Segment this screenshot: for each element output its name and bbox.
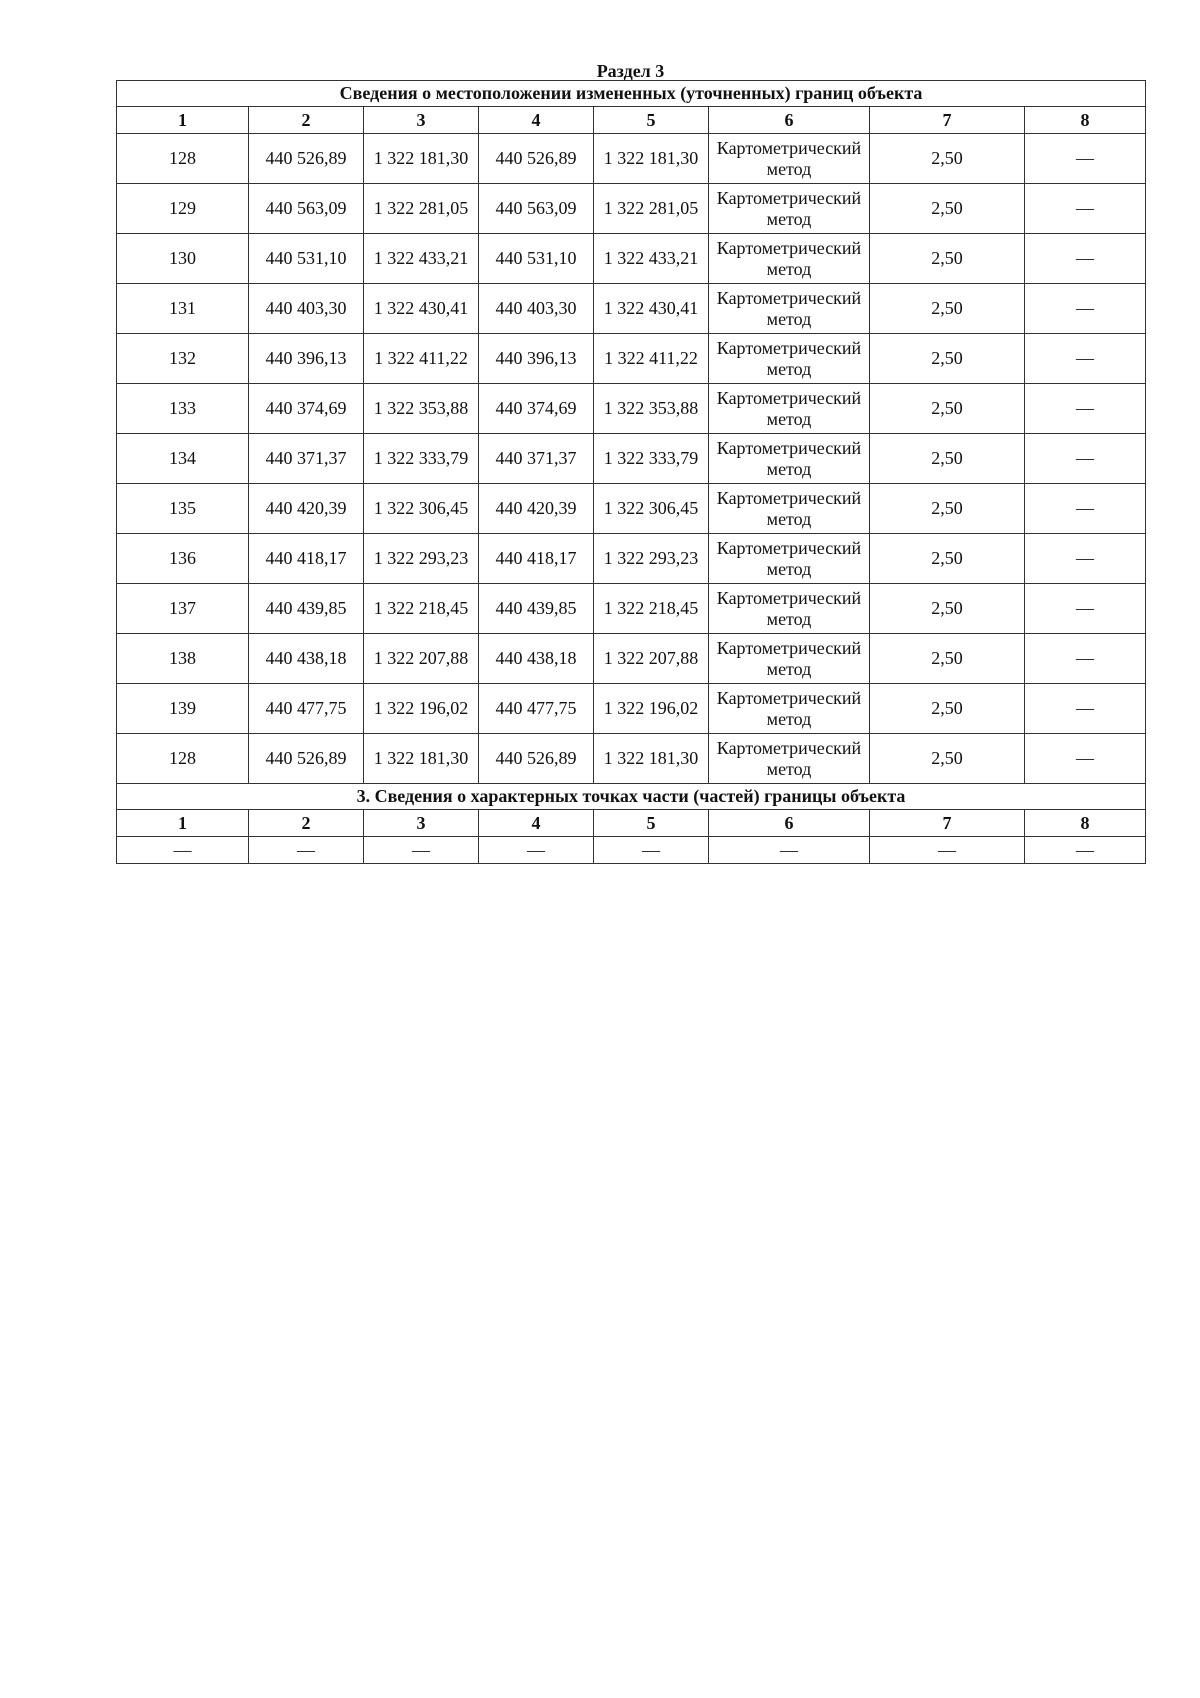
empty-cell: —	[479, 837, 594, 864]
note-cell: —	[1025, 484, 1146, 534]
table2-column-number: 3	[364, 810, 479, 837]
point-number-cell: 128	[117, 134, 249, 184]
y-existing-cell: 1 322 293,23	[364, 534, 479, 584]
table2-column-number: 5	[594, 810, 709, 837]
accuracy-cell: 2,50	[870, 734, 1025, 784]
y-new-cell: 1 322 411,22	[594, 334, 709, 384]
note-cell: —	[1025, 184, 1146, 234]
table1-column-number: 4	[479, 107, 594, 134]
y-existing-cell: 1 322 181,30	[364, 134, 479, 184]
empty-cell: —	[1025, 837, 1146, 864]
x-new-cell: 440 420,39	[479, 484, 594, 534]
table1-caption: Сведения о местоположении измененных (уточненных) границ объекта	[117, 81, 1146, 107]
note-cell: —	[1025, 384, 1146, 434]
x-new-cell: 440 526,89	[479, 134, 594, 184]
y-new-cell: 1 322 306,45	[594, 484, 709, 534]
accuracy-cell: 2,50	[870, 484, 1025, 534]
point-number-cell: 139	[117, 684, 249, 734]
x-new-cell: 440 371,37	[479, 434, 594, 484]
x-new-cell: 440 374,69	[479, 384, 594, 434]
table2-column-number: 8	[1025, 810, 1146, 837]
method-cell: Картометрический метод	[709, 434, 870, 484]
note-cell: —	[1025, 734, 1146, 784]
accuracy-cell: 2,50	[870, 284, 1025, 334]
y-existing-cell: 1 322 207,88	[364, 634, 479, 684]
x-new-cell: 440 396,13	[479, 334, 594, 384]
accuracy-cell: 2,50	[870, 234, 1025, 284]
table2-column-number: 4	[479, 810, 594, 837]
point-number-cell: 138	[117, 634, 249, 684]
note-cell: —	[1025, 584, 1146, 634]
table-row	[117, 284, 1146, 334]
accuracy-cell: 2,50	[870, 384, 1025, 434]
table1-column-number: 8	[1025, 107, 1146, 134]
y-existing-cell: 1 322 411,22	[364, 334, 479, 384]
x-existing-cell: 440 439,85	[249, 584, 364, 634]
accuracy-cell: 2,50	[870, 184, 1025, 234]
table1-column-number: 2	[249, 107, 364, 134]
table2-column-numbers	[117, 810, 1146, 837]
empty-cell: —	[364, 837, 479, 864]
point-number-cell: 135	[117, 484, 249, 534]
method-cell: Картометрический метод	[709, 134, 870, 184]
note-cell: —	[1025, 134, 1146, 184]
table1-column-number: 1	[117, 107, 249, 134]
y-existing-cell: 1 322 181,30	[364, 734, 479, 784]
x-existing-cell: 440 403,30	[249, 284, 364, 334]
y-existing-cell: 1 322 196,02	[364, 684, 479, 734]
x-existing-cell: 440 396,13	[249, 334, 364, 384]
accuracy-cell: 2,50	[870, 334, 1025, 384]
table2-column-number: 1	[117, 810, 249, 837]
table2-caption: 3. Сведения о характерных точках части (частей) границы объекта	[117, 784, 1146, 810]
y-new-cell: 1 322 333,79	[594, 434, 709, 484]
table-row	[117, 234, 1146, 284]
method-cell: Картометрический метод	[709, 384, 870, 434]
accuracy-cell: 2,50	[870, 534, 1025, 584]
x-existing-cell: 440 438,18	[249, 634, 364, 684]
y-existing-cell: 1 322 333,79	[364, 434, 479, 484]
x-existing-cell: 440 374,69	[249, 384, 364, 434]
y-new-cell: 1 322 430,41	[594, 284, 709, 334]
y-existing-cell: 1 322 353,88	[364, 384, 479, 434]
x-new-cell: 440 438,18	[479, 634, 594, 684]
y-new-cell: 1 322 181,30	[594, 734, 709, 784]
table2-caption-row	[117, 784, 1146, 810]
x-new-cell: 440 563,09	[479, 184, 594, 234]
accuracy-cell: 2,50	[870, 134, 1025, 184]
x-new-cell: 440 439,85	[479, 584, 594, 634]
point-number-cell: 132	[117, 334, 249, 384]
point-number-cell: 136	[117, 534, 249, 584]
y-existing-cell: 1 322 218,45	[364, 584, 479, 634]
x-new-cell: 440 477,75	[479, 684, 594, 734]
note-cell: —	[1025, 684, 1146, 734]
y-new-cell: 1 322 218,45	[594, 584, 709, 634]
x-new-cell: 440 531,10	[479, 234, 594, 284]
table1-column-number: 5	[594, 107, 709, 134]
x-new-cell: 440 403,30	[479, 284, 594, 334]
table-row	[117, 837, 1146, 864]
empty-cell: —	[117, 837, 249, 864]
note-cell: —	[1025, 234, 1146, 284]
point-number-cell: 131	[117, 284, 249, 334]
method-cell: Картометрический метод	[709, 284, 870, 334]
method-cell: Картометрический метод	[709, 684, 870, 734]
table1-column-numbers	[117, 107, 1146, 134]
note-cell: —	[1025, 284, 1146, 334]
table2-column-number: 2	[249, 810, 364, 837]
note-cell: —	[1025, 634, 1146, 684]
x-new-cell: 440 526,89	[479, 734, 594, 784]
table1-column-number: 7	[870, 107, 1025, 134]
boundary-points-table	[116, 80, 1146, 864]
point-number-cell: 128	[117, 734, 249, 784]
y-existing-cell: 1 322 433,21	[364, 234, 479, 284]
method-cell: Картометрический метод	[709, 584, 870, 634]
table-row	[117, 584, 1146, 634]
table-row	[117, 384, 1146, 434]
table-row	[117, 134, 1146, 184]
empty-cell: —	[870, 837, 1025, 864]
note-cell: —	[1025, 434, 1146, 484]
table-row	[117, 734, 1146, 784]
x-existing-cell: 440 477,75	[249, 684, 364, 734]
method-cell: Картометрический метод	[709, 734, 870, 784]
y-new-cell: 1 322 181,30	[594, 134, 709, 184]
note-cell: —	[1025, 534, 1146, 584]
table2-column-number: 6	[709, 810, 870, 837]
y-new-cell: 1 322 293,23	[594, 534, 709, 584]
point-number-cell: 137	[117, 584, 249, 634]
x-existing-cell: 440 563,09	[249, 184, 364, 234]
note-cell: —	[1025, 334, 1146, 384]
x-existing-cell: 440 526,89	[249, 734, 364, 784]
point-number-cell: 129	[117, 184, 249, 234]
y-existing-cell: 1 322 281,05	[364, 184, 479, 234]
point-number-cell: 134	[117, 434, 249, 484]
accuracy-cell: 2,50	[870, 634, 1025, 684]
method-cell: Картометрический метод	[709, 184, 870, 234]
table1-column-number: 6	[709, 107, 870, 134]
y-new-cell: 1 322 196,02	[594, 684, 709, 734]
point-number-cell: 133	[117, 384, 249, 434]
table-row	[117, 484, 1146, 534]
x-new-cell: 440 418,17	[479, 534, 594, 584]
empty-cell: —	[249, 837, 364, 864]
method-cell: Картометрический метод	[709, 484, 870, 534]
accuracy-cell: 2,50	[870, 684, 1025, 734]
y-new-cell: 1 322 353,88	[594, 384, 709, 434]
y-new-cell: 1 322 207,88	[594, 634, 709, 684]
y-new-cell: 1 322 281,05	[594, 184, 709, 234]
y-existing-cell: 1 322 430,41	[364, 284, 479, 334]
table-row	[117, 684, 1146, 734]
method-cell: Картометрический метод	[709, 334, 870, 384]
point-number-cell: 130	[117, 234, 249, 284]
x-existing-cell: 440 371,37	[249, 434, 364, 484]
section-title: Раздел 3	[596, 61, 665, 81]
table-row	[117, 434, 1146, 484]
table-row	[117, 184, 1146, 234]
method-cell: Картометрический метод	[709, 634, 870, 684]
table1-column-number: 3	[364, 107, 479, 134]
y-existing-cell: 1 322 306,45	[364, 484, 479, 534]
accuracy-cell: 2,50	[870, 434, 1025, 484]
table1-caption-row	[117, 81, 1146, 107]
table-row	[117, 334, 1146, 384]
empty-cell: —	[709, 837, 870, 864]
method-cell: Картометрический метод	[709, 234, 870, 284]
accuracy-cell: 2,50	[870, 584, 1025, 634]
x-existing-cell: 440 526,89	[249, 134, 364, 184]
table2-column-number: 7	[870, 810, 1025, 837]
x-existing-cell: 440 420,39	[249, 484, 364, 534]
empty-cell: —	[594, 837, 709, 864]
table-row	[117, 534, 1146, 584]
y-new-cell: 1 322 433,21	[594, 234, 709, 284]
method-cell: Картометрический метод	[709, 534, 870, 584]
x-existing-cell: 440 531,10	[249, 234, 364, 284]
table-row	[117, 634, 1146, 684]
x-existing-cell: 440 418,17	[249, 534, 364, 584]
